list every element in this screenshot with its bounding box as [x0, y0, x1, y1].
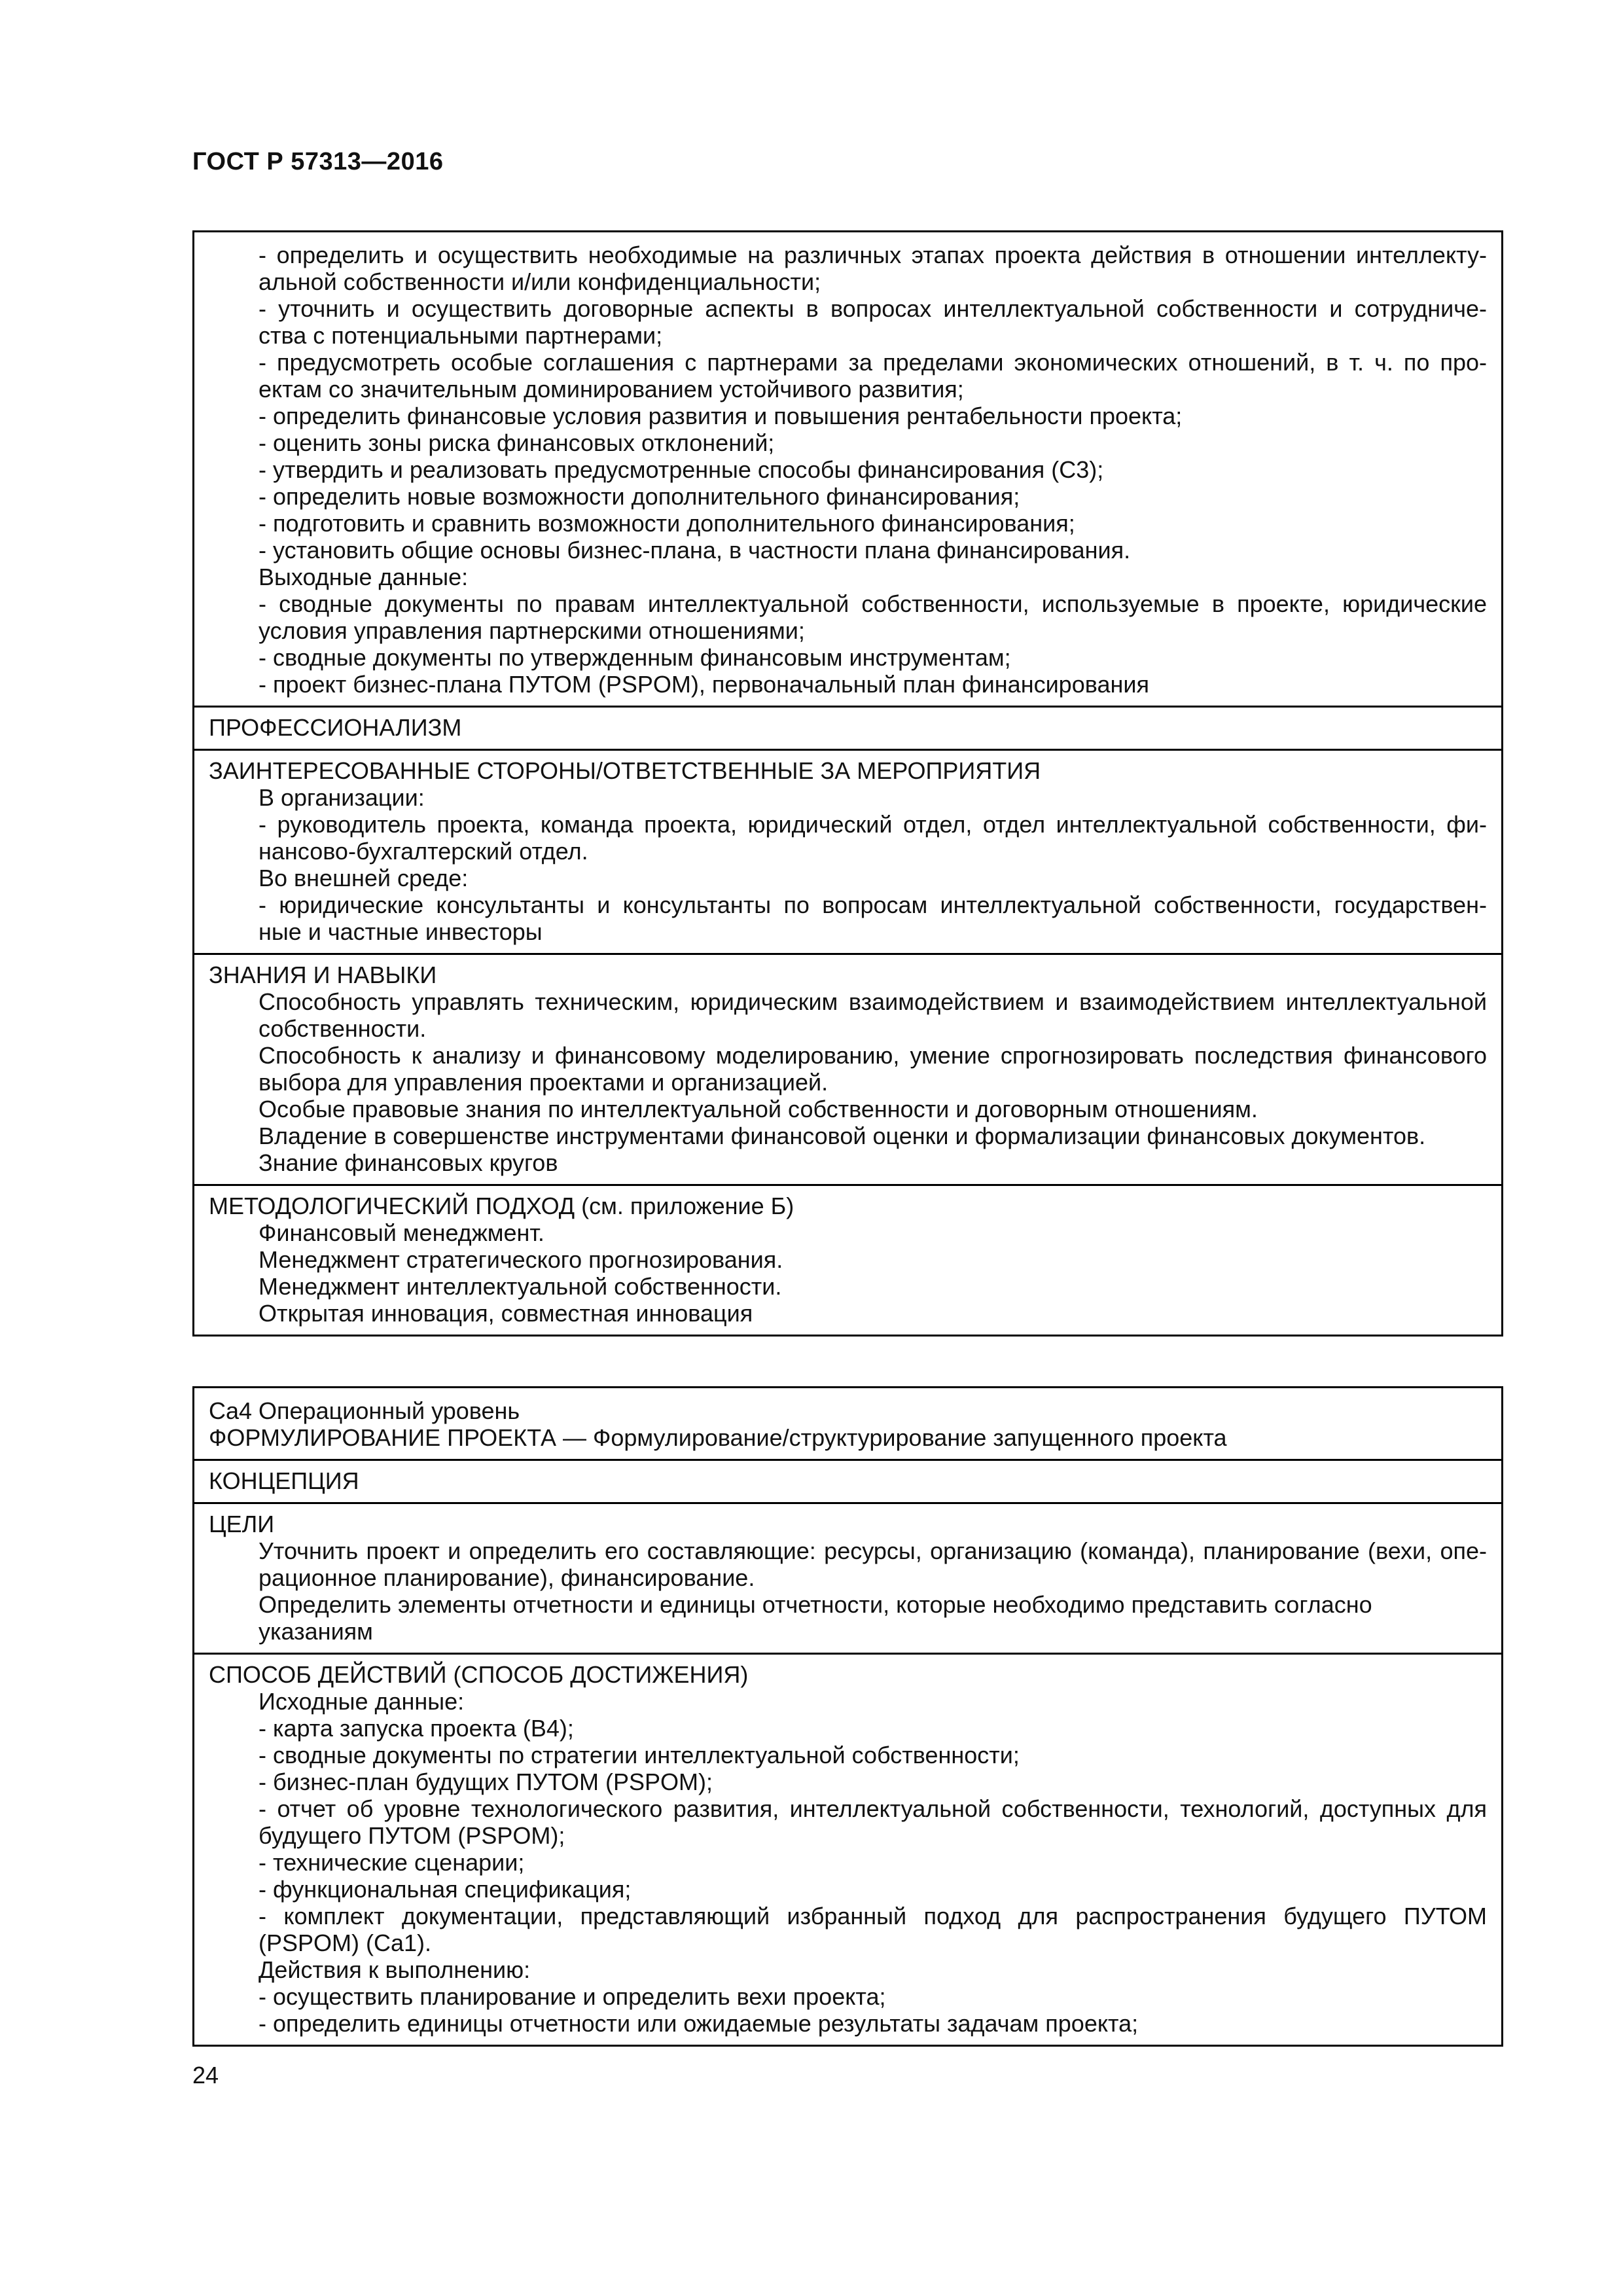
table1-cell-stakeholders [194, 749, 1501, 953]
text-line: В организации: [259, 784, 425, 811]
text-line: - определить новые возможности дополнительного финансирования; [259, 483, 1020, 510]
page-number: 24 [192, 2062, 219, 2089]
text-line: Особые правовые знания по интеллектуальной собственности и договорным отношениям. [259, 1096, 1258, 1122]
text-line: Владение в совершенстве инструментами финансовой оценки и формализации финансовых документов. [259, 1122, 1426, 1149]
text-line: выбора для управления проектами и организацией. [259, 1069, 829, 1096]
text-line: - уточнить и осуществить договорные аспекты в вопросах интеллектуальной собственности и сотрудниче- [259, 295, 1487, 322]
text-line: - карта запуска проекта (B4); [259, 1715, 574, 1742]
text-line: Способность к анализу и финансовому моделированию, умение спрогнозировать последствия финансового [259, 1042, 1487, 1069]
text-line: - сводные документы по стратегии интеллектуальной собственности; [259, 1742, 1020, 1768]
text-line: - определить финансовые условия развития и повышения рентабельности проекта; [259, 403, 1183, 429]
table2-cell-method [194, 1653, 1501, 2045]
text-line: условия управления партнерскими отношениями; [259, 617, 805, 644]
table1-cell-methodology [194, 1184, 1501, 1335]
text-line: МЕТОДОЛОГИЧЕСКИЙ ПОДХОД (см. приложение Б) [209, 1193, 794, 1219]
text-line: будущего ПУТОМ (PSPOM); [259, 1822, 565, 1849]
text-line: альной собственности и/или конфиденциальности; [259, 268, 821, 295]
text-line: - технические сценарии; [259, 1849, 525, 1876]
text-line: ные и частные инвесторы [259, 918, 543, 945]
table2-cell-title [194, 1388, 1501, 1459]
text-line: ЦЕЛИ [209, 1511, 275, 1537]
text-line: - определить и осуществить необходимые на различных этапах проекта действия в отношении интеллекту- [259, 242, 1487, 268]
text-line: ФОРМУЛИРОВАНИЕ ПРОЕКТА — Формулирование/структурирование запущенного проекта [209, 1424, 1227, 1451]
table1-cell-professionalism [194, 706, 1501, 749]
text-line: Выходные данные: [259, 564, 469, 590]
text-line: собственности. [259, 1015, 427, 1042]
table2-cell-goals [194, 1502, 1501, 1653]
text-line: - отчет об уровне технологического развития, интеллектуальной собственности, технологий, доступных для [259, 1795, 1487, 1822]
text-line: - осуществить планирование и определить вехи проекта; [259, 1983, 886, 2010]
text-line: - определить единицы отчетности или ожидаемые результаты задачам проекта; [259, 2010, 1139, 2037]
text-line: - предусмотреть особые соглашения с партнерами за пределами экономических отношений, в т. ч. по про- [259, 349, 1487, 376]
text-line: - сводные документы по правам интеллектуальной собственности, используемые в проекте, юридические [259, 590, 1487, 617]
text-line: нансово-бухгалтерский отдел. [259, 838, 588, 865]
text-line: - бизнес-план будущих ПУТОМ (PSPOM); [259, 1768, 713, 1795]
text-line: - проект бизнес-плана ПУТОМ (PSPOM), первоначальный план финансирования [259, 671, 1149, 698]
text-line: Способность управлять техническим, юридическим взаимодействием и взаимодействием интеллектуальной [259, 988, 1487, 1015]
text-line: Определить элементы отчетности и единицы отчетности, которые необходимо представить согласно указаниям [259, 1591, 1372, 1645]
table2-cell-concept [194, 1459, 1501, 1502]
text-line: - сводные документы по утвержденным финансовым инструментам; [259, 644, 1011, 671]
text-line: ЗНАНИЯ И НАВЫКИ [209, 961, 437, 988]
text-line: Ca4 Операционный уровень [209, 1397, 520, 1424]
text-line: (PSPOM) (Ca1). [259, 1929, 432, 1956]
text-line: Финансовый менеджмент. [259, 1219, 544, 1246]
text-line: - оценить зоны риска финансовых отклонений; [259, 429, 775, 456]
text-line: КОНЦЕПЦИЯ [209, 1467, 359, 1494]
table1-cell-knowledge-skills [194, 953, 1501, 1184]
text-line: Действия к выполнению: [259, 1956, 531, 1983]
text-line: Открытая инновация, совместная инновация [259, 1300, 753, 1327]
text-line: Менеджмент интеллектуальной собственности. [259, 1273, 782, 1300]
text-line: Исходные данные: [259, 1688, 465, 1715]
text-line: Менеджмент стратегического прогнозирования. [259, 1246, 783, 1273]
text-line: - установить общие основы бизнес-плана, в частности плана финансирования. [259, 537, 1131, 564]
text-line: ЗАИНТЕРЕСОВАННЫЕ СТОРОНЫ/ОТВЕТСТВЕННЫЕ ЗА МЕРОПРИЯТИЯ [209, 757, 1041, 784]
table1-cell-actions [194, 232, 1501, 706]
text-line: - юридические консультанты и консультанты по вопросам интеллектуальной собственности, государствен- [259, 891, 1487, 918]
text-line: рационное планирование), финансирование. [259, 1564, 755, 1591]
text-line: - функциональная спецификация; [259, 1876, 632, 1903]
text-line: Уточнить проект и определить его составляющие: ресурсы, организацию (команда), планирование (вехи, опе- [259, 1537, 1487, 1564]
text-line: - комплект документации, представляющий избранный подход для распространения будущего ПУТОМ [259, 1903, 1487, 1929]
text-line: ства с потенциальными партнерами; [259, 322, 663, 349]
table-1 [192, 230, 1503, 1336]
text-line: Во внешней среде: [259, 865, 469, 891]
text-line: - подготовить и сравнить возможности дополнительного финансирования; [259, 510, 1075, 537]
text-line: - утвердить и реализовать предусмотренные способы финансирования (С3); [259, 456, 1104, 483]
text-line: СПОСОБ ДЕЙСТВИЙ (СПОСОБ ДОСТИЖЕНИЯ) [209, 1661, 749, 1688]
text-line: - руководитель проекта, команда проекта, юридический отдел, отдел интеллектуальной собственности, фи- [259, 811, 1487, 838]
text-line: Знание финансовых кругов [259, 1149, 558, 1176]
table-2 [192, 1386, 1503, 2047]
text-line: ектам со значительным доминированием устойчивого развития; [259, 376, 964, 403]
text-line: ПРОФЕССИОНАЛИЗМ [209, 714, 462, 741]
document-header: ГОСТ Р 57313—2016 [192, 148, 444, 175]
